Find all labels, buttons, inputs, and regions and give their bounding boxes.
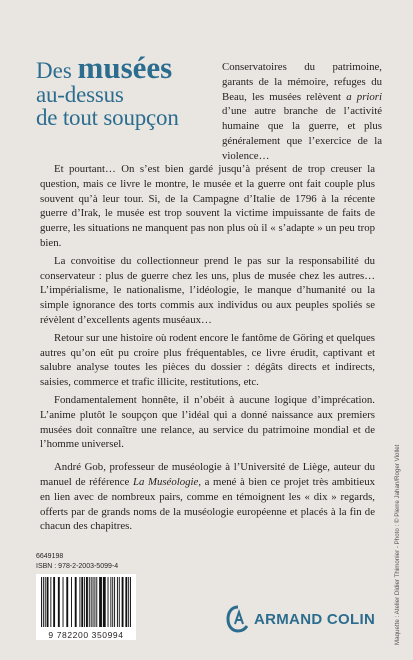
barcode-bar (112, 577, 113, 627)
barcode-bar (114, 577, 115, 627)
product-codes (36, 552, 118, 572)
barcode-bar (66, 577, 68, 627)
barcode-bar (50, 577, 51, 627)
title-line-3: de tout soupçon (36, 105, 179, 130)
barcode-bar (103, 577, 106, 627)
barcode-bar (91, 577, 92, 627)
internal-code: 6649198 (36, 553, 64, 560)
barcode-bar (130, 577, 131, 627)
barcode-bar (53, 577, 55, 627)
barcode-bar (110, 577, 111, 627)
title-line-2: au-dessus (36, 82, 124, 107)
barcode-bar (89, 577, 90, 627)
barcode-bar (93, 577, 94, 627)
barcode-bar (94, 577, 95, 627)
book-title (36, 52, 206, 129)
publisher-logo (226, 604, 375, 634)
blurb-paragraph: Retour sur une histoire où rodent encore le fantôme de Göring et quelques autres qu’on eût pu croire plus fréquentables, ce livre érudit, captivant et salubre analyse toutes les pièces du dossier : dégâts directs et indirects, saisies, commerce et trafic illicite, restitutions, etc. (40, 331, 375, 389)
isbn: ISBN : 978-2-2003-5099-4 (36, 563, 119, 570)
barcode-bar (125, 577, 127, 627)
title-word-musees: musées (77, 50, 173, 85)
barcode-bar (75, 577, 77, 627)
photo-credit: Maquette : Atelier Didier Thimonier - Photo : © Pierre Jahan/Roger Viollet (394, 444, 401, 645)
barcode-bar (99, 577, 102, 627)
barcode-bar (122, 577, 124, 627)
blurb-body (40, 162, 375, 534)
title-word-des: Des (36, 58, 72, 83)
publisher-name: ARMAND COLIN (254, 610, 376, 628)
barcode-bar (63, 577, 64, 627)
barcode-bar (45, 577, 46, 627)
barcode-number: 9 782200 350994 (36, 630, 136, 640)
barcode-bar (84, 577, 85, 627)
blurb-paragraph: La convoitise du collectionneur prend le pas sur la responsabilité du conservateur : plus de guerre chez les uns, plus de musée chez les autres… L’impérialisme, le nationalisme, l’idéologie, le manque d’humanité ou la simple ignorance des torts commis aux individus ou aux peuples spoliés se révèlent d’excellents agents muséaux… (40, 254, 375, 326)
author-bio: André Gob, professeur de muséologie à l’Université de Liège, auteur du manuel de référence La Muséologie, a mené à bien ce projet très ambitieux en lien avec de nombreux pairs, comme en témoignent les « dix » regards, offerts par de grands noms de la muséologie européenne et placés à la fin de chacun des chapitres. (40, 461, 375, 533)
armand-colin-icon (226, 604, 250, 634)
barcode-bar (47, 577, 49, 627)
barcode-bar (58, 577, 60, 627)
barcode-bar (81, 577, 83, 627)
barcode-bar (41, 577, 42, 627)
barcode-bar (108, 577, 109, 627)
barcode-bar (119, 577, 120, 627)
barcode-bar (86, 577, 88, 627)
blurb-paragraph: Fondamentalement honnête, il n’obéit à aucune logique d’imprécation. L’anime plutôt le soupçon que l’idéal qui a donné naissance aux premiers musées doit connaître une relance, au service du patrimoine mondial et de l’homme universel. (40, 393, 375, 451)
blurb-paragraph: Et pourtant… On s’est bien gardé jusqu’à présent de trop creuser la question, mais ce livre le montre, le musée et la guerre ont fait couple plus souvent qu’à leur tour. Si, de la Campagne d’Italie de 1796 à la récente guerre d’Irak, le musée est trop souvent la victime impuissante de faits de guerre, les situations ne manquent pas non plus où il « s’adapte » un peu trop bien. (40, 163, 375, 249)
barcode-bar (71, 577, 72, 627)
barcode-bar (79, 577, 80, 627)
barcode-bar (43, 577, 44, 627)
barcode-bar (128, 577, 129, 627)
barcode-bar (96, 577, 97, 627)
barcode-bars (36, 574, 136, 630)
barcode-bar (117, 577, 118, 627)
intro-paragraph: Conservatoires du patrimoine, garants de la mémoire, refuges du Beau, les musées relèvent a priori d’une autre branche de l’activité humaine que la guerre, et plus généralement que l’exercice de la violence… (222, 61, 382, 162)
barcode (36, 574, 136, 634)
